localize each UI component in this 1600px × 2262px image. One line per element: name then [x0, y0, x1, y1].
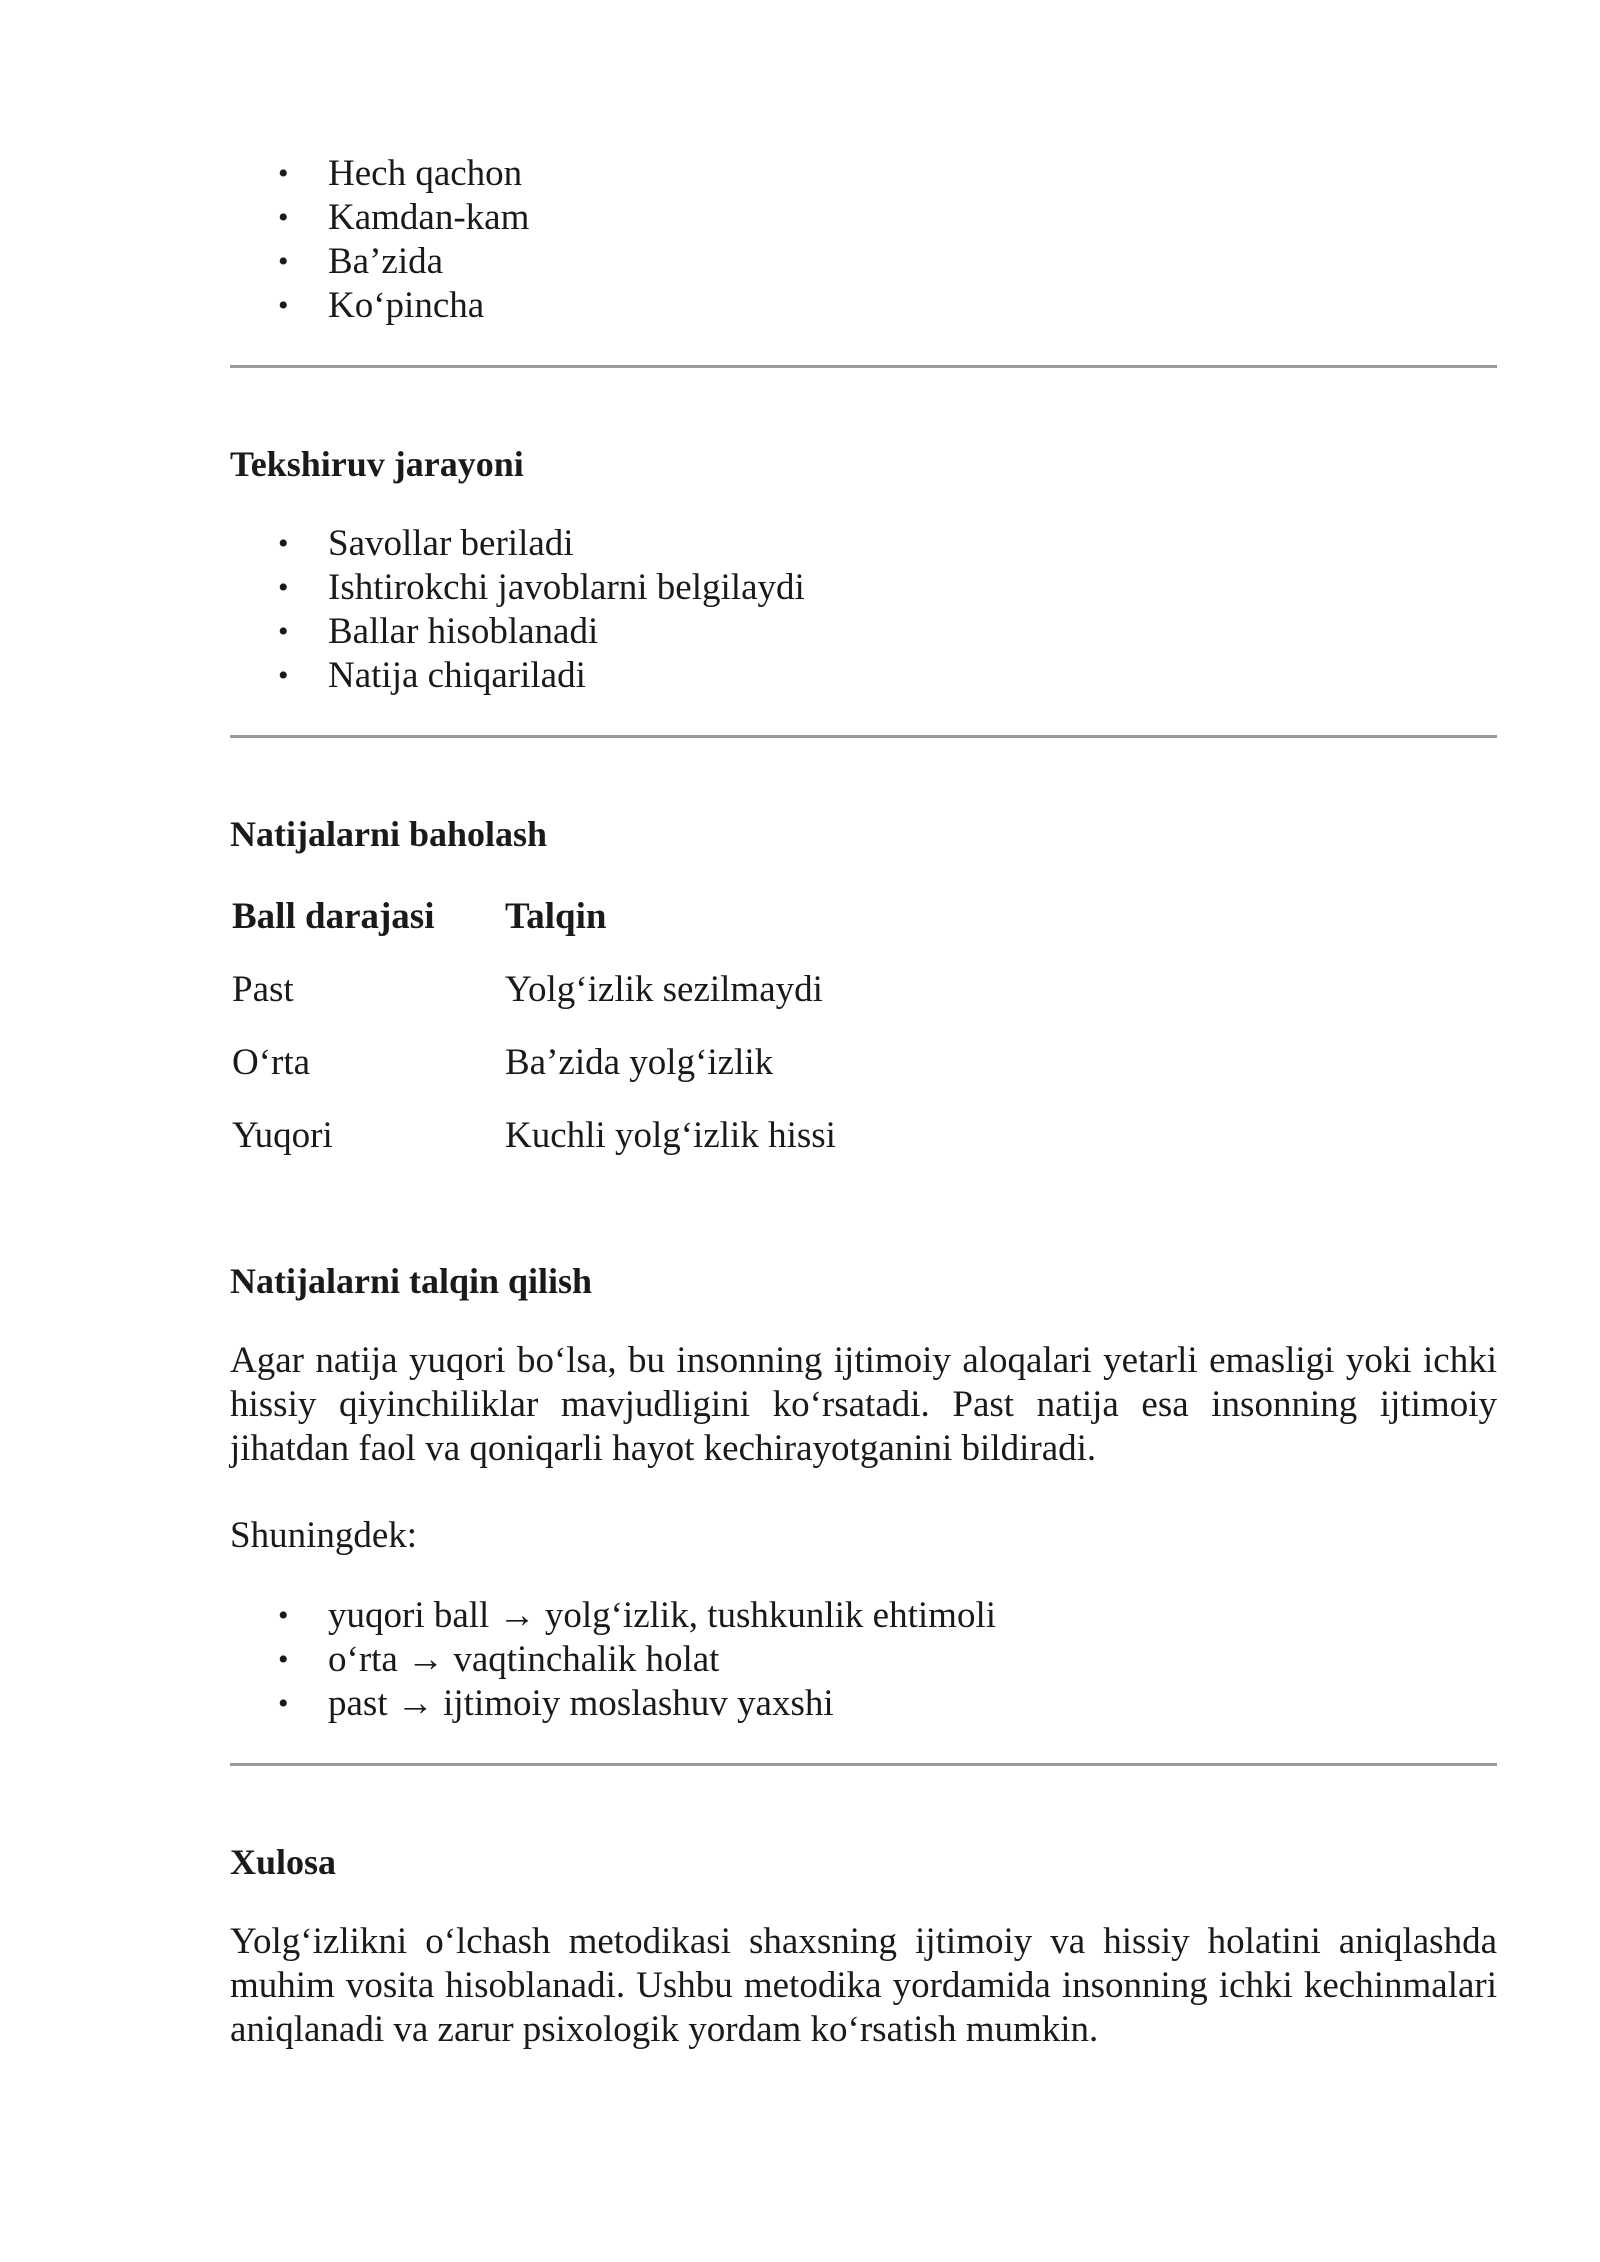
- column-header: Ball darajasi: [232, 896, 435, 937]
- section-divider: [230, 735, 1497, 738]
- section-divider: [230, 365, 1497, 368]
- table-cell: Past: [232, 969, 294, 1010]
- bullet-icon: •: [278, 1599, 289, 1632]
- table-cell: Yuqori: [232, 1115, 333, 1156]
- list-item-text: Natija chiqariladi: [328, 655, 586, 696]
- bullet-icon: •: [278, 659, 289, 692]
- table-row: [230, 1099, 836, 1172]
- interpretation-paragraph: Agar natija yuqori bo‘lsa, bu insonning ijtimoiy aloqalari yetarli emasligi yoki ichki hissiy qiyinchiliklar mavjudligini ko‘rsatadi. Past natija esa insonning ijtimoiy jihatdan faol va qoniqarli hayot kechirayotganini bildiradi.: [230, 1340, 1497, 1469]
- bullet-icon: •: [278, 615, 289, 648]
- bullet-icon: •: [278, 245, 289, 278]
- list-item-text: Hech qachon: [328, 153, 523, 194]
- evaluation-heading: Natijalarni baholash: [230, 814, 548, 854]
- list-item: [230, 1682, 996, 1726]
- list-item: [230, 240, 529, 284]
- list-item: [230, 1594, 996, 1638]
- answer-options-list: [230, 152, 529, 328]
- bullet-icon: •: [278, 527, 289, 560]
- list-item-text: o‘rta → vaqtinchalik holat: [328, 1639, 720, 1680]
- table-row: [230, 953, 836, 1026]
- also-label: Shuningdek:: [230, 1515, 418, 1556]
- table-cell: O‘rta: [232, 1042, 311, 1083]
- list-item: [230, 654, 805, 698]
- table-row: [230, 1026, 836, 1099]
- interpretation-heading: Natijalarni talqin qilish: [230, 1261, 593, 1301]
- section-divider: [230, 1763, 1497, 1766]
- table-cell: Yolg‘izlik sezilmaydi: [505, 969, 823, 1010]
- table-header-row: [230, 880, 836, 953]
- bullet-icon: •: [278, 571, 289, 604]
- bullet-icon: •: [278, 157, 289, 190]
- conclusion-paragraph: Yolg‘izlikni o‘lchash metodikasi shaxsning ijtimoiy va hissiy holatini aniqlashda muhim vosita hisoblanadi. Ushbu metodika yordamida insonning ichki kechinmalari aniqlanadi va zarur psixologik yordam ko‘rsatish mumkin.: [230, 1921, 1497, 2050]
- list-item-text: Ballar hisoblanadi: [328, 611, 599, 652]
- list-item-text: Kamdan-kam: [328, 197, 530, 238]
- list-item-text: Savollar beriladi: [328, 523, 574, 564]
- table-cell: Kuchli yolg‘izlik hissi: [505, 1115, 836, 1156]
- list-item: [230, 196, 529, 240]
- list-item-text: past → ijtimoiy moslashuv yaxshi: [328, 1683, 834, 1724]
- bullet-icon: •: [278, 201, 289, 234]
- list-item: [230, 522, 805, 566]
- list-item: [230, 610, 805, 654]
- bullet-icon: •: [278, 1643, 289, 1676]
- process-steps-list: [230, 522, 805, 698]
- interpretation-list: [230, 1594, 996, 1726]
- process-heading: Tekshiruv jarayoni: [230, 444, 524, 484]
- bullet-icon: •: [278, 289, 289, 322]
- list-item: [230, 284, 529, 328]
- conclusion-heading: Xulosa: [230, 1842, 337, 1882]
- score-table: [230, 880, 836, 1172]
- bullet-icon: •: [278, 1687, 289, 1720]
- list-item: [230, 1638, 996, 1682]
- table-cell: Ba’zida yolg‘izlik: [505, 1042, 774, 1083]
- list-item: [230, 152, 529, 196]
- list-item-text: yuqori ball → yolg‘izlik, tushkunlik ehtimoli: [328, 1595, 997, 1636]
- list-item: [230, 566, 805, 610]
- list-item-text: Ishtirokchi javoblarni belgilaydi: [328, 567, 805, 608]
- list-item-text: Ba’zida: [328, 241, 444, 282]
- list-item-text: Ko‘pincha: [328, 285, 485, 326]
- column-header: Talqin: [505, 896, 607, 937]
